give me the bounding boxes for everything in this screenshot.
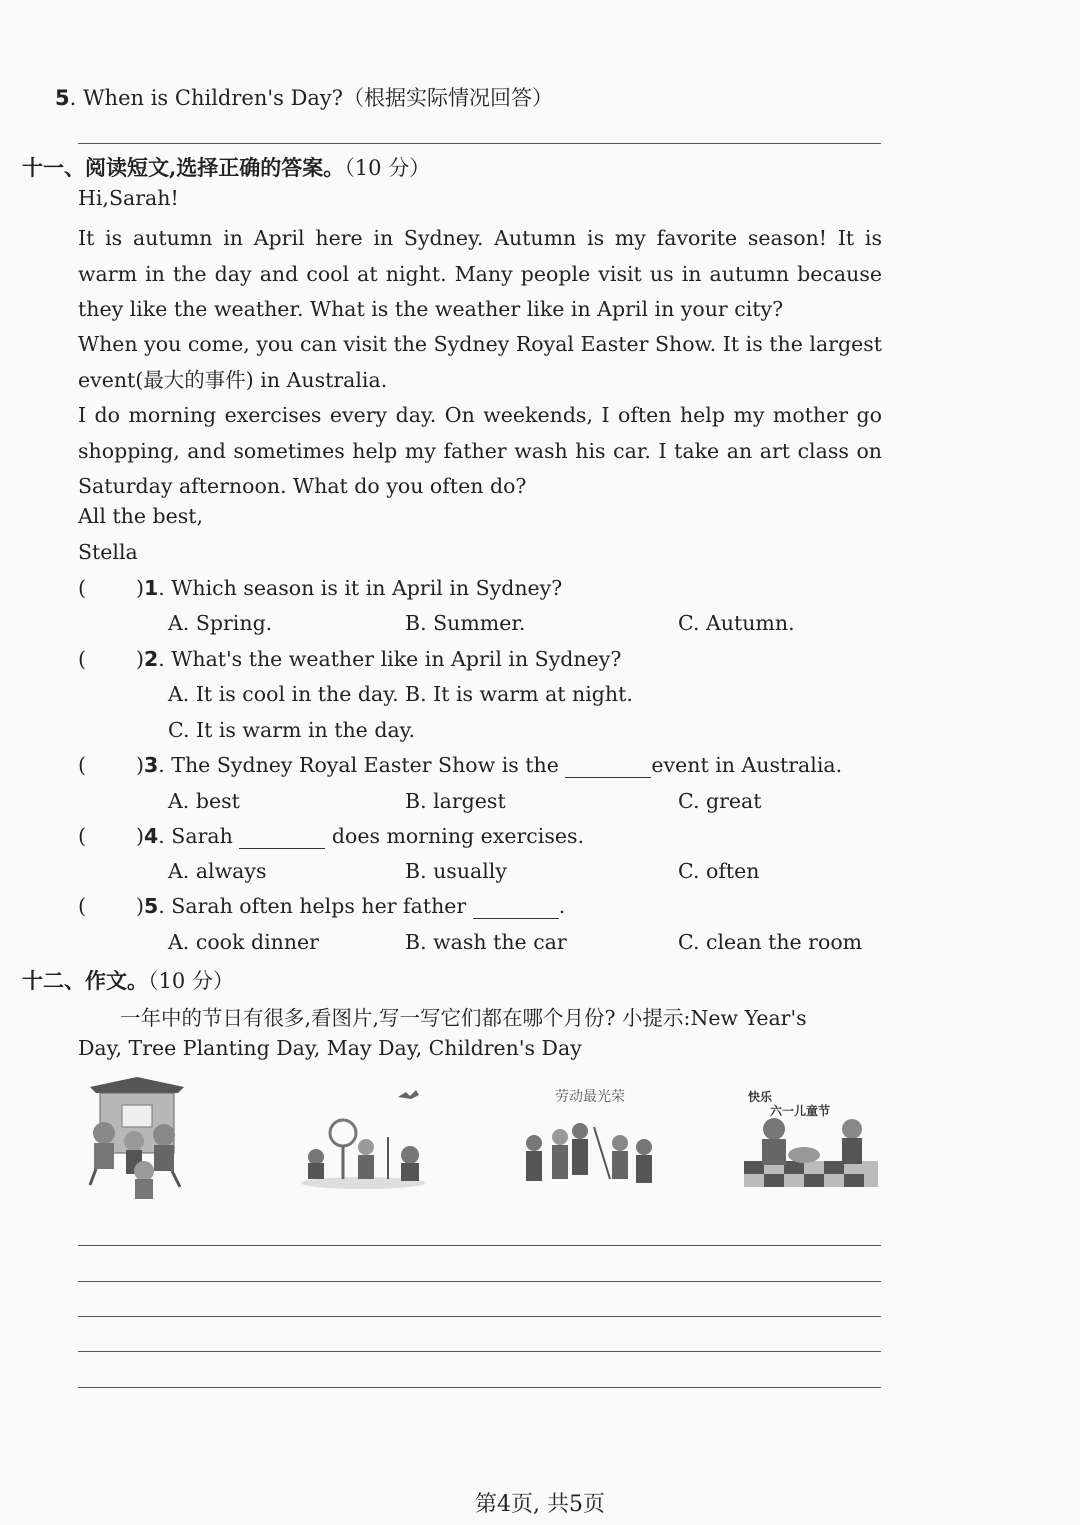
- fill-blank[interactable]: [473, 894, 559, 919]
- childrens-day-illustration: [740, 1075, 882, 1195]
- childrens-day-caption-1: 快乐: [748, 1090, 773, 1104]
- writing-line-2[interactable]: [78, 1281, 881, 1282]
- writing-prompt-line-1: 一年中的节日有很多,看图片,写一写它们都在哪个月份? 小提示:New Year's: [120, 1006, 807, 1030]
- option-b: B. It is warm at night.: [405, 682, 633, 706]
- childrens-day-caption-2: 六一儿童节: [770, 1104, 831, 1118]
- writing-line-1[interactable]: [78, 1245, 881, 1246]
- fill-blank[interactable]: [239, 824, 325, 849]
- option-b: B. usually: [405, 859, 507, 883]
- section-11-title: 十一、阅读短文,选择正确的答案。（10 分）: [22, 155, 431, 180]
- option-a: A. always: [168, 859, 267, 883]
- reading-question-1: ( )1. Which season is it in April in Sydney?: [78, 576, 563, 600]
- letter-signature: Stella: [78, 540, 138, 564]
- option-c: C. Autumn.: [678, 611, 795, 635]
- writing-line-4[interactable]: [78, 1351, 881, 1352]
- option-a: A. It is cool in the day.: [168, 682, 399, 706]
- option-c: C. often: [678, 859, 760, 883]
- writing-line-3[interactable]: [78, 1316, 881, 1317]
- question-5-prompt: [55, 82, 553, 112]
- letter-paragraph-3: I do morning exercises every day. On weekends, I often help my mother go shopping, and sometimes help my father wash his car. I take an art class on Saturday afternoon. What do you often do?: [78, 403, 882, 498]
- reading-question-4: ( )4. Sarah does morning exercises.: [78, 824, 585, 848]
- new-year-illustration: [82, 1075, 192, 1205]
- option-b: B. wash the car: [405, 930, 567, 954]
- option-b: B. largest: [405, 789, 506, 813]
- option-a: A. best: [168, 789, 240, 813]
- question-text: . When is Children's Day?（根据实际情况回答）: [69, 86, 554, 110]
- letter-paragraph-1: It is autumn in April here in Sydney. Autumn is my favorite season! It is warm in the day and cool at night. Many people visit us in autumn because they like the weather. What is the weather like in April in your city?: [78, 226, 882, 321]
- reading-question-3: ( )3. The Sydney Royal Easter Show is the event in Australia.: [78, 753, 843, 777]
- may-day-illustration: [518, 1075, 663, 1195]
- reading-question-5: ( )5. Sarah often helps her father .: [78, 894, 566, 918]
- option-c: C. clean the room: [678, 930, 863, 954]
- option-a: A. Spring.: [168, 611, 273, 635]
- page-footer: 第4页, 共5页: [475, 1492, 605, 1517]
- answer-line[interactable]: [78, 143, 881, 144]
- writing-line-5[interactable]: [78, 1387, 881, 1388]
- letter-closing: All the best,: [78, 504, 204, 528]
- writing-prompt-line-2: Day, Tree Planting Day, May Day, Children's Day: [78, 1036, 582, 1060]
- option-b: B. Summer.: [405, 611, 526, 635]
- option-c: C. great: [678, 789, 762, 813]
- tree-planting-illustration: [298, 1075, 438, 1190]
- may-day-caption: 劳动最光荣: [555, 1089, 625, 1105]
- section-12-title: 十二、作文。（10 分）: [22, 968, 234, 993]
- reading-question-2: ( )2. What's the weather like in April in Sydney?: [78, 647, 622, 671]
- option-c: C. It is warm in the day.: [168, 718, 416, 742]
- letter-paragraph-2: When you come, you can visit the Sydney Royal Easter Show. It is the largest event(最大的事件) in Australia.: [78, 332, 882, 392]
- fill-blank[interactable]: [565, 753, 651, 778]
- question-number: 5: [55, 86, 70, 110]
- letter-greeting: Hi,Sarah!: [78, 186, 179, 210]
- option-a: A. cook dinner: [168, 930, 319, 954]
